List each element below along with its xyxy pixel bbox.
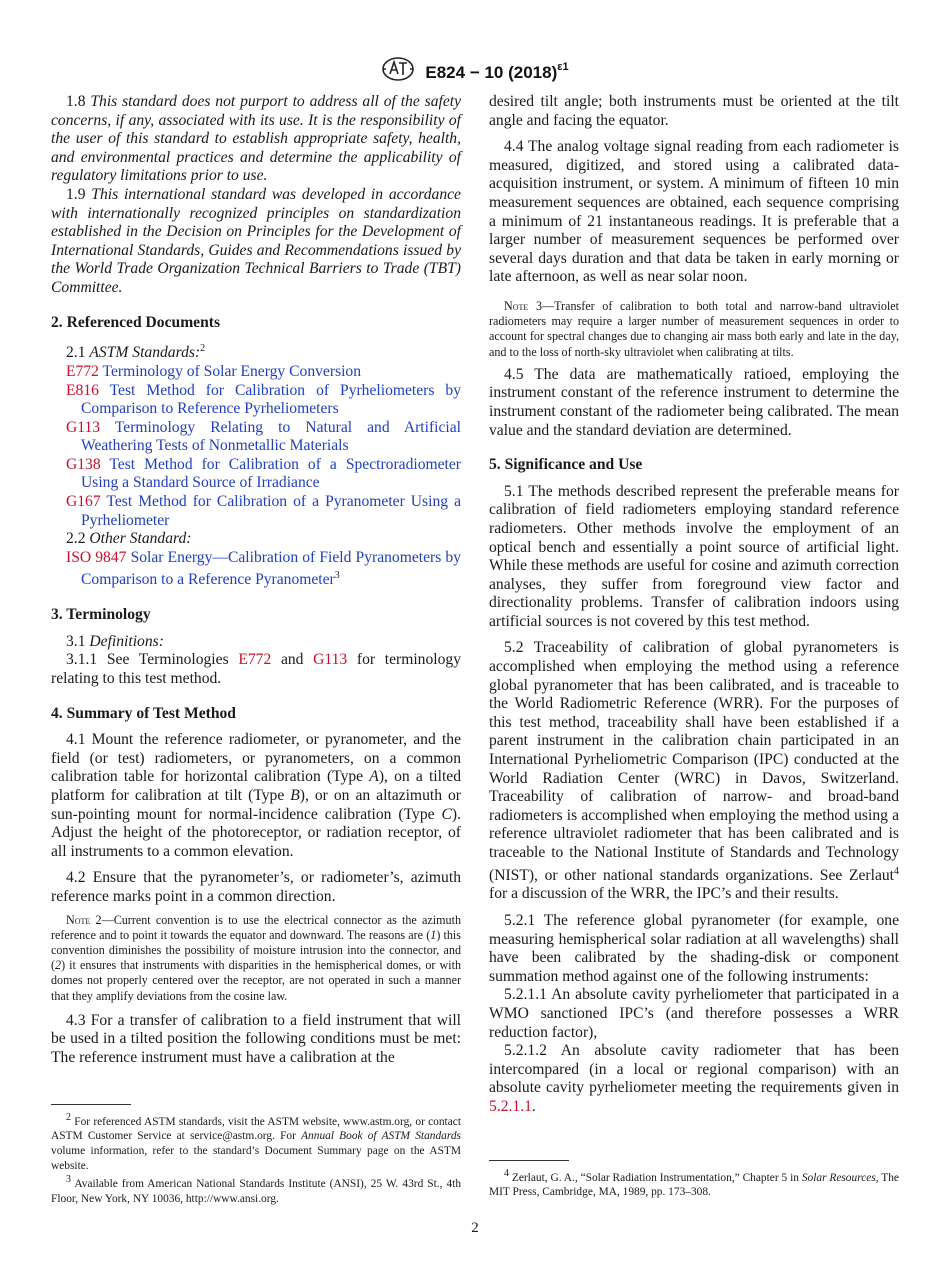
subsection-5-1: 5.1 The methods described represent the preferable means for calibration of field radiometers employing standard reference radiometers. Other methods involve the employment of an optical bench and essentially a point source of artificial light. While these methods are useful for cosine and azimuth correction analyses, they suffer from foreground view factor and directionality problems. Transfer of calibration indoors using artificial sources is not covered by this test method. — [489, 482, 899, 630]
subsection-4-5: 4.5 The data are mathematically ratioed, employing the instrument constant of the reference instrument to determine the instrument constant of the radiometer being calibrated. The mean value and the standard deviation are determined. — [489, 365, 899, 439]
subsection-5-2-1-2: 5.2.1.2 An absolute cavity radiometer that has been intercompared (in a local or regional comparison) with an absolute cavity pyrheliometer meeting the requirements given in 5.2.1.1. — [489, 1042, 899, 1115]
document-designation: E824 − 10 $(2018)^{\varepsilon 1}$ — [425, 60, 569, 82]
note-3: Note 3—Transfer of calibration to both total and narrow-band ultraviolet radiometers may require a larger number of measurement sequences in order to account for spectral changes due to changing air mass both early and late in the day, and to the loss of north-sky ultraviolet when calibrating at tilts. — [489, 298, 900, 359]
reference-item[interactable]: E772 Terminology of Solar Energy Conversion — [66, 362, 362, 380]
epsilon-superscript: ε1 — [557, 60, 569, 73]
reference-item[interactable]: E816 Test Method for Calibration of Pyrheliometers by Comparison to Reference Pyrheliometers — [66, 381, 461, 418]
subsection-2-2: 2.2 Other Standard: — [66, 530, 192, 548]
subsection-4-3: 4.3 For a transfer of calibration to a field instrument that will be used in a tilted position the following conditions must be met: The reference instrument must have a calibration at the — [51, 1011, 461, 1066]
paragraph-1-8: 1.8 This standard does not purport to address all of the safety concerns, if any, associated with its use. It is the responsibility of the user of this standard to establish appropriate safety, health, and environmental practices and determine the applicability of regulatory limitations prior to use. — [51, 93, 461, 185]
footnote-3: $^3$ Available from American National Standards Institute (ANSI), 25 W. 43rd St., 4th Floor, New York, NY 10036, http://www.ansi.org. — [51, 1174, 462, 1205]
subsection-5-2: 5.2 Traceability of calibration of global pyranometers is accomplished when employing the method using a reference global pyranometer that has been calibrated, and is traceable to the World Radiometric Reference (WRR). For the purposes of this test method, traceability shall have been established if a parent instrument in the calibration chain participated in an International Pyrheliometric Comparison (IPC) conducted at the World Radiation Center (WRC) in Davos, Switzerland. Traceability of calibration of narrow- and broad-band radiometers is accomplished when employing the method using a reference ultraviolet radiometer that has been calibrated and is traceable to the National Institute of Standards and Technology (NIST), or other national standards organizations. See Zerlaut$^4$ for a discussion of the WRR, the IPC’s and their results. — [489, 639, 899, 903]
subsection-4-1: 4.1 Mount the reference radiometer, or pyranometer, and the field (or test) radiometers, or pyranometers, on a common calibration table for horizontal calibration (Type A), on a tilted platform for calibration at tilt (Type B), or on an altazimuth or sun-pointing mount for normal-incidence calibration (Type C). Adjust the height of the photoreceptor, or radiation receptor, of all instruments to a common elevation. — [51, 731, 461, 860]
reference-item[interactable]: G167 Test Method for Calibration of a Pyranometer Using a Pyrheliometer — [66, 493, 461, 529]
link-g113[interactable]: G113 — [313, 651, 348, 669]
link-5-2-1-1[interactable]: 5.2.1.1 — [489, 1097, 532, 1115]
subsection-3-1: 3.1 Definitions: — [66, 632, 164, 650]
footnote-divider — [489, 1160, 569, 1161]
page-header — [0, 56, 950, 87]
astm-logo-icon — [381, 56, 415, 87]
footnotes-right — [489, 1160, 899, 1200]
section-2-heading: 2. Referenced Documents — [51, 313, 221, 331]
left-column — [51, 93, 461, 1068]
footnotes-left — [51, 1104, 461, 1206]
continued-paragraph: desired tilt angle; both instruments must be oriented at the tilt angle and facing the equator. — [489, 93, 899, 129]
subsection-4-2: 4.2 Ensure that the pyranometer’s, or radiometer’s, azimuth reference marks point in a common direction. — [51, 869, 461, 905]
paragraph-1-9: 1.9 This international standard was developed in accordance with internationally recognized principles on standardization established in the Decision on Principles for the Development of International Standards, Guides and Recommendations issued by the World Trade Organization Technical Barriers to Trade (TBT) Committee. — [51, 185, 461, 296]
footnote-2: $^2$ For referenced ASTM standards, visit the ASTM website, www.astm.org, or contact ASTM Customer Service at service@astm.org. For Annual Book of ASTM Standards volume information, refer to the standard’s Document Summary page on the ASTM website. — [51, 1112, 461, 1172]
right-column — [489, 93, 899, 1117]
link-e772[interactable]: E772 — [238, 651, 272, 669]
note-2: Note 2—Current convention is to use the electrical connector as the azimuth reference and to point it towards the equator and downward. The reasons are (1) this convention diminishes the possibility of moisture intrusion into the connector, and (2) it ensures that instruments with disparities in the hemispherical domes, or with domes not properly centered over the receptor, are not operated in such a manner that they amplify deviations from the cosine law. — [51, 912, 462, 1003]
subsection-4-4: 4.4 The analog voltage signal reading from each radiometer is measured, digitized, and stored using a calibrated data-acquisition instrument, or system. A minimum of fifteen 10 min measurement sequences are obtained, each sequence comprising a minimum of 21 instantaneous readings. It is preferable that a larger number of measurement sequences be performed over several days duration and that data be taken in early morning or late afternoon, as well as near solar noon. — [489, 138, 899, 286]
footnote-divider — [51, 1104, 131, 1105]
subsection-3-1-1: 3.1.1 See Terminologies E772 and G113 for terminology relating to this test method. — [51, 651, 461, 687]
footnote-4: $^4$ Zerlaut, G. A., “Solar Radiation Instrumentation,” Chapter 5 in Solar Resources, The MIT Press, Cambridge, MA, 1989, pp. 173–308. — [489, 1168, 899, 1199]
page-number: 2 — [471, 1220, 479, 1236]
reference-item[interactable]: G138 Test Method for Calibration of a Spectroradiometer Using a Standard Source of Irradiance — [66, 455, 461, 492]
subsection-2-1: 2.1 ASTM Standards:$^2$ — [66, 343, 206, 362]
reference-item[interactable]: G113 Terminology Relating to Natural and Artificial Weathering Tests of Nonmetallic Materials — [66, 418, 461, 455]
section-3-heading: 3. Terminology — [51, 606, 151, 624]
subsection-5-2-1: 5.2.1 The reference global pyranometer (for example, one measuring hemispherical solar radiation at all wavelengths) shall have been calibrated by the shading-disk or component summation method against one of the following instruments: — [489, 911, 899, 985]
subsection-5-2-1-1: 5.2.1.1 An absolute cavity pyrheliometer that participated in a WMO sanctioned IPC’s (and therefore possesses a WRR reduction factor), — [489, 986, 899, 1041]
reference-item-iso[interactable]: ISO 9847 Solar Energy—Calibration of Field Pyranometers by Comparison to a Reference Pyranometer$^3$ — [66, 548, 461, 589]
section-5-heading: 5. Significance and Use — [489, 456, 643, 474]
section-4-heading: 4. Summary of Test Method — [51, 704, 236, 722]
